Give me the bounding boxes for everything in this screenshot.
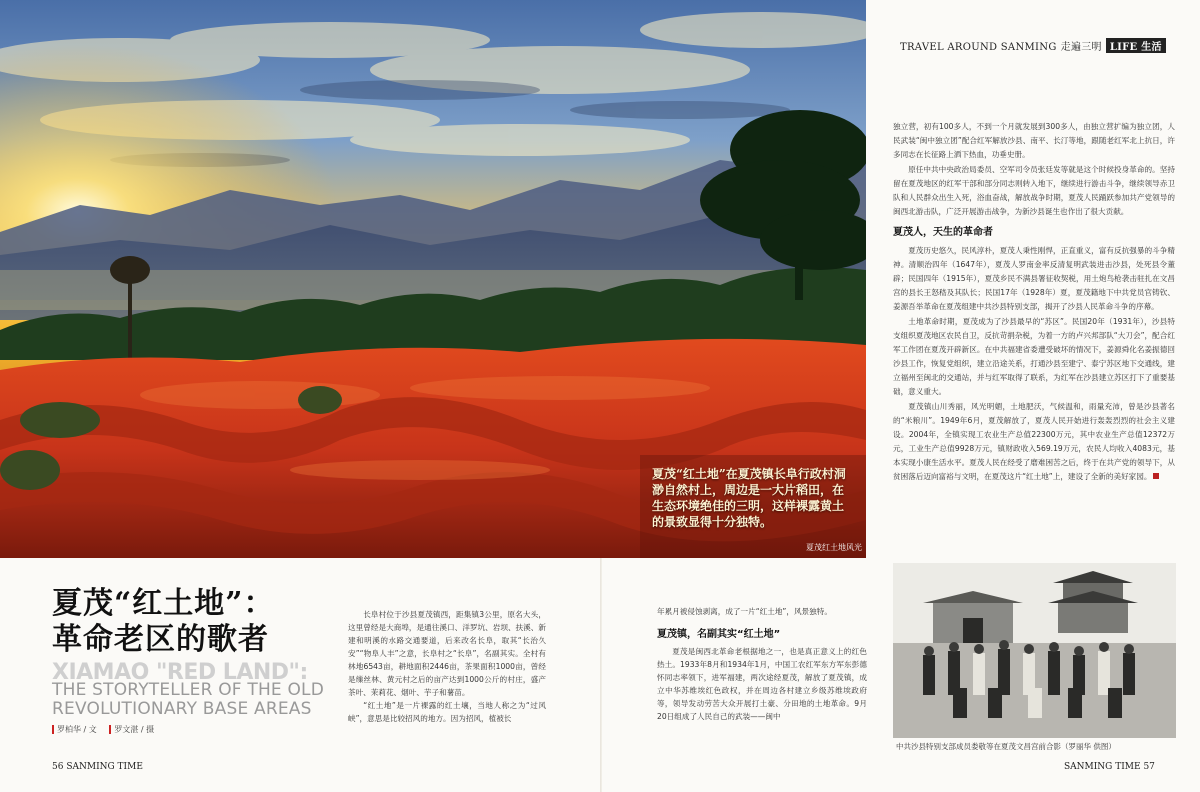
- paragraph: “红土地”是一片裸露的红土壤，当地人称之为“过风峡”，意思是比较招风的地方。因为招风，植被长: [348, 701, 546, 723]
- subtitle-line-2: REVOLUTIONARY BASE AREAS: [52, 699, 312, 719]
- author-byline: 罗柏华 / 文: [52, 725, 97, 734]
- paragraph: 土地革命时期，夏茂成为了沙县最早的“苏区”。民国20年（1931年），沙县特支组织夏茂地区农民自卫，反抗苛捐杂税，为着一方的卢兴邦部队“大刀会”，配合红军工作团在夏茂开辟新区。在中共福建省委遭受破坏的情况下，姜源舜化名姜振德回沙县工作，恢复党组织，建立沿途关系，打通沙县至建宁、泰宁苏区地下交通线，建立福州至闽北的交通站，并与红军取得了联系，为红军在沙县建立苏区打下了重要基础，意义重大。: [893, 317, 1175, 396]
- running-head-cn: 走遍三明: [1060, 42, 1102, 53]
- paragraph-text: 夏茂镇山川秀丽，风光明媚，土地肥沃，气候温和，雨量充沛，曾是沙县著名的“米粮川”。1949年6月，夏茂解放了，夏茂人民开始进行轰轰烈烈的社会主义建设。2004年，全镇实现工农业生产总值22300万元，其中农业生产总值12372万元，工业生产总值9928万元，镇财政收入569.19万元，农民人均收入4083元，基本实现小康生活水平。夏茂人民在经受了磨难困苦之后，终于在共产党的领导下，从贫困落后迈向富裕与文明，在夏茂这片“红土地”上，建设了全新的美好家园。: [893, 402, 1175, 481]
- paragraph: 夏茂是闽西北革命老根据地之一，也是真正意义上的红色热土。1933年8月和1934年1月，中国工农红军东方军东彭德怀同志率领下，进军福建，两次途经夏茂，解放了夏茂镇，成立中华苏维埃红色政权，并在周边各村建立乡级苏维埃政府等，领导发动劳苦大众开展打土豪、分田地的土地革命。9月20日组成了人民自己的武装——闽中: [657, 647, 867, 721]
- photo-caption: 夏茂“红土地”在夏茂镇长阜行政村洞渺自然村上，周边是一大片稻田，在生态环境绝佳的三明，这样裸露黄土的景致显得十分独特。: [652, 467, 846, 529]
- paragraph: 原任中共中央政治局委员、空军司令员张廷发等就是这个时候投身革命的。坚持留在夏茂地区的红军干部和部分同志则转入地下，继续进行游击斗争，继续领导赤卫队和人民群众出生入死，浴血奋战，解放战争时期，夏茂人民踊跃参加共产党领导的闽西北游击队，广泛开展游击战争，为新沙县诞生也作出了很大贡献。: [893, 165, 1175, 216]
- body-column-2: [657, 605, 867, 723]
- paragraph: 年累月被侵蚀剥离，成了一片“红土地”，风景独特。: [657, 607, 832, 616]
- archive-caption: 中共沙县特别支部成员娄敬等在夏茂文昌宫前合影（罗丽华 供图）: [896, 742, 1116, 751]
- paragraph: 独立营，初有100多人，不到一个月就发展到300多人，由独立营扩编为独立团，人民武装“闽中独立团”配合红军解放沙县、南平、长汀等地，跟随老红军北上抗日，许多同志在长征路上洒下热血，功垂史册。: [893, 122, 1175, 159]
- article-title-en: XIAMAO "RED LAND":: [52, 660, 308, 685]
- title-line-2: 革命老区的歌者: [52, 622, 269, 657]
- article-subtitle-en: [52, 681, 324, 719]
- body-column-1: [348, 608, 546, 725]
- paragraph: 长阜村位于沙县夏茂镇西，距集镇3公里，原名大头，这里曾经是大商埠，是通往溪口、洋罗坑、岩坝、扶溪、新建和明溪的水路交通要道，后来改名长阜，取其“长治久安”“物阜人丰”之意，长阜村之“长阜”，名副其实。全村有林地6543亩，耕地面积2446亩，茶果面积1000亩，曾经是缫丝林、黄元村之后的亩产达到1000公斤的村庄，盛产茶叶、茉莉花、烟叶、芋子和薯苗。: [348, 610, 546, 697]
- subtitle-line-1: THE STORYTELLER OF THE OLD: [52, 680, 325, 700]
- byline-bar-icon: [52, 725, 54, 734]
- running-head: [900, 38, 1166, 53]
- end-mark-icon: [1153, 473, 1159, 479]
- article-title-cn: [52, 586, 275, 658]
- page-folio-right: SANMING TIME 57: [1064, 762, 1155, 772]
- right-column-text: [893, 120, 1175, 485]
- paragraph: [893, 400, 1175, 484]
- byline-bar-icon: [109, 725, 111, 734]
- photographer-byline: 罗文湛 / 摄: [109, 725, 154, 734]
- section-tag: LIFE 生活: [1106, 38, 1166, 53]
- running-head-en: TRAVEL AROUND SANMING: [900, 42, 1057, 53]
- title-line-1: 夏茂“红土地”：: [52, 586, 275, 621]
- paragraph: 夏茂历史悠久，民风淳朴，夏茂人秉性刚悍，正直重义，富有反抗强暴的斗争精神。清顺治四年（1647年），夏茂人罗南金率反清复明武装进击沙县，处死县令董辟；民国四年（1915年），夏茂乡民不满县署征收契税，用土炮鸟枪袭击驻扎在文昌宫的县长王怒嵇及其队长；民国17年（1928年）夏，夏茂籍地下中共党员官铸钦、姜源吾举革命在夏茂组建中共沙县特别支部，揭开了沙县人民革命斗争的序幕。: [893, 246, 1175, 311]
- bylines: [52, 724, 164, 735]
- photo-credit: 夏茂红土地风光: [806, 543, 862, 552]
- archive-photo: [893, 563, 1176, 738]
- subheading: 夏茂镇，名副其实“红土地”: [657, 629, 781, 640]
- page-folio-left: 56 SANMING TIME: [52, 762, 143, 772]
- subheading: 夏茂人，天生的革命者: [893, 227, 993, 238]
